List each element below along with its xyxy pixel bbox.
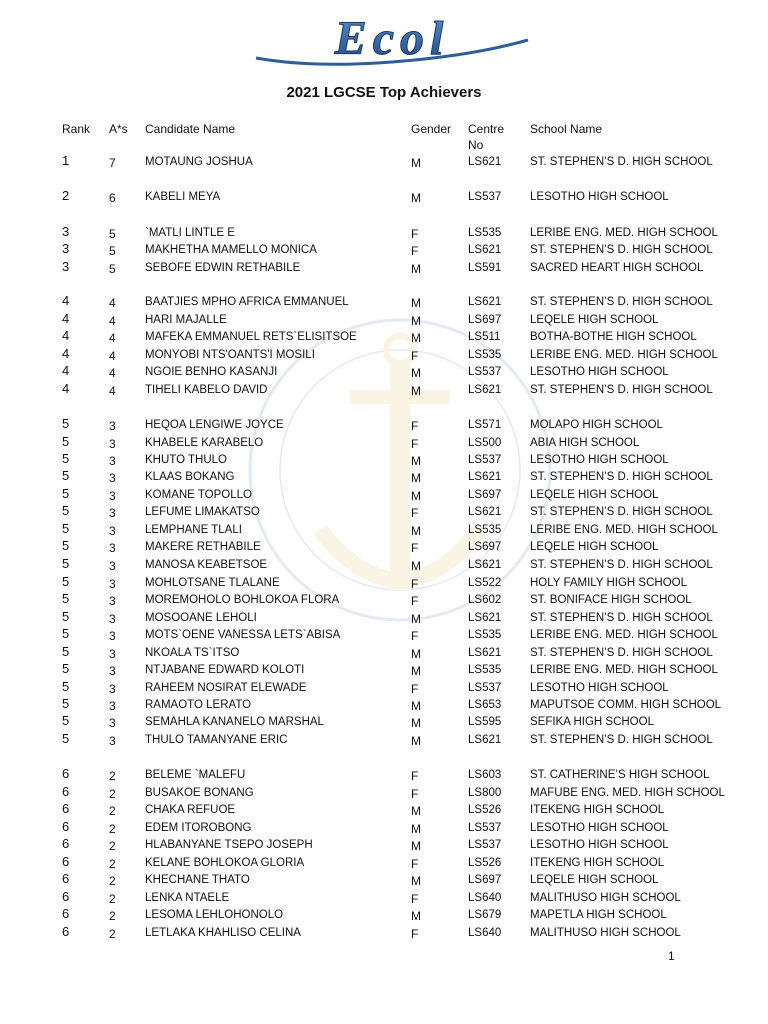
cell-school: ST. STEPHEN’S D. HIGH SCHOOL (530, 471, 713, 483)
cell-astar: 6 (109, 191, 116, 205)
cell-centre: LS621 (468, 156, 502, 168)
cell-name: BAATJIES MPHO AFRICA EMMANUEL (145, 296, 349, 308)
table-row (0, 679, 768, 698)
cell-name: MOTAUNG JOSHUA (145, 156, 253, 168)
cell-name: MAKHETHA MAMELLO MONICA (145, 244, 317, 256)
cell-centre: LS679 (468, 909, 502, 921)
cell-school: LEQELE HIGH SCHOOL (530, 489, 659, 501)
cell-gender: M (411, 909, 421, 923)
cell-gender: M (411, 559, 421, 573)
cell-rank: 3 (62, 241, 70, 256)
cell-astar: 2 (109, 927, 116, 941)
cell-astar: 4 (109, 349, 116, 363)
cell-rank: 5 (62, 468, 70, 483)
cell-school: LESOTHO HIGH SCHOOL (530, 366, 669, 378)
header-candidate-name: Candidate Name (145, 122, 236, 136)
cell-name: KELANE BOHLOKOA GLORIA (145, 857, 305, 869)
cell-rank: 5 (62, 591, 70, 606)
logo-text: Ecol (334, 12, 450, 65)
cell-centre: LS571 (468, 419, 502, 431)
table-row (0, 486, 768, 505)
cell-rank: 5 (62, 538, 70, 553)
cell-name: LETLAKA KHAHLISO CELINA (145, 927, 301, 939)
cell-gender: F (411, 594, 419, 608)
cell-astar: 3 (109, 664, 116, 678)
cell-gender: F (411, 787, 419, 801)
table-row (0, 381, 768, 400)
cell-rank: 6 (62, 819, 70, 834)
cell-gender: M (411, 191, 421, 205)
cell-rank: 6 (62, 871, 70, 886)
cell-school: ST. STEPHEN’S D. HIGH SCHOOL (530, 244, 713, 256)
cell-gender: F (411, 682, 419, 696)
cell-gender: F (411, 419, 419, 433)
cell-gender: M (411, 716, 421, 730)
cell-gender: M (411, 262, 421, 276)
cell-astar: 3 (109, 419, 116, 433)
cell-centre: LS535 (468, 629, 502, 641)
cell-astar: 3 (109, 489, 116, 503)
cell-gender: M (411, 454, 421, 468)
table-row (0, 363, 768, 382)
cell-rank: 5 (62, 451, 70, 466)
cell-centre: LS537 (468, 454, 502, 466)
cell-school: ABIA HIGH SCHOOL (530, 437, 640, 449)
table-row (0, 889, 768, 908)
cell-astar: 2 (109, 909, 116, 923)
cell-astar: 3 (109, 629, 116, 643)
cell-centre: LS621 (468, 612, 502, 624)
table-row (0, 713, 768, 732)
cell-school: BOTHA-BOTHE HIGH SCHOOL (530, 331, 697, 343)
cell-centre: LS535 (468, 664, 502, 676)
cell-centre: LS537 (468, 682, 502, 694)
cell-gender: M (411, 156, 421, 170)
cell-astar: 2 (109, 769, 116, 783)
cell-centre: LS602 (468, 594, 502, 606)
table-row (0, 784, 768, 803)
cell-school: ST. STEPHEN’S D. HIGH SCHOOL (530, 734, 713, 746)
cell-centre: LS621 (468, 559, 502, 571)
cell-school: MAFUBE ENG. MED. HIGH SCHOOL (530, 787, 725, 799)
cell-centre: LS697 (468, 874, 502, 886)
cell-rank: 5 (62, 574, 70, 589)
cell-centre: LS640 (468, 892, 502, 904)
cell-astar: 3 (109, 716, 116, 730)
cell-gender: F (411, 437, 419, 451)
cell-school: SACRED HEART HIGH SCHOOL (530, 262, 704, 274)
cell-gender: M (411, 314, 421, 328)
cell-school: ST. CATHERINE’S HIGH SCHOOL (530, 769, 710, 781)
cell-name: HEQOA LENGIWE JOYCE (145, 419, 284, 431)
table-row (0, 871, 768, 890)
cell-astar: 3 (109, 577, 116, 591)
cell-name: BUSAKOE BONANG (145, 787, 254, 799)
cell-centre: LS537 (468, 839, 502, 851)
cell-name: NGOIE BENHO KASANJI (145, 366, 278, 378)
cell-school: MOLAPO HIGH SCHOOL (530, 419, 663, 431)
cell-name: LENKA NTAELE (145, 892, 230, 904)
cell-centre: LS522 (468, 577, 502, 589)
cell-astar: 4 (109, 296, 116, 310)
cell-astar: 3 (109, 594, 116, 608)
table-row (0, 153, 768, 172)
cell-gender: F (411, 244, 419, 258)
table-row (0, 241, 768, 260)
header-gender: Gender (411, 122, 452, 136)
cell-name: KOMANE TOPOLLO (145, 489, 252, 501)
cell-centre: LS535 (468, 524, 502, 536)
table-row (0, 311, 768, 330)
cell-rank: 5 (62, 713, 70, 728)
cell-school: LEQELE HIGH SCHOOL (530, 314, 659, 326)
table-row (0, 819, 768, 838)
cell-centre: LS621 (468, 384, 502, 396)
cell-astar: 3 (109, 647, 116, 661)
cell-rank: 6 (62, 924, 70, 939)
cell-name: HLABANYANE TSEPO JOSEPH (145, 839, 313, 851)
cell-rank: 4 (62, 311, 70, 326)
cell-rank: 3 (62, 259, 70, 274)
cell-school: LESOTHO HIGH SCHOOL (530, 822, 669, 834)
cell-name: MOSOOANE LEHOLI (145, 612, 257, 624)
cell-name: LEMPHANE TLALI (145, 524, 242, 536)
cell-gender: M (411, 331, 421, 345)
cell-school: ST. STEPHEN’S D. HIGH SCHOOL (530, 647, 713, 659)
cell-school: LERIBE ENG. MED. HIGH SCHOOL (530, 349, 718, 361)
table-row (0, 538, 768, 557)
cell-centre: LS537 (468, 191, 502, 203)
table-row (0, 836, 768, 855)
header-rank: Rank (62, 122, 91, 136)
cell-astar: 2 (109, 839, 116, 853)
cell-astar: 3 (109, 612, 116, 626)
cell-astar: 7 (109, 156, 116, 170)
cell-astar: 2 (109, 892, 116, 906)
cell-rank: 5 (62, 626, 70, 641)
cell-gender: F (411, 577, 419, 591)
cell-name: TIHELI KABELO DAVID (145, 384, 268, 396)
table-row (0, 293, 768, 312)
cell-rank: 5 (62, 609, 70, 624)
cell-rank: 6 (62, 906, 70, 921)
cell-name: KHECHANE THATO (145, 874, 250, 886)
cell-rank: 6 (62, 801, 70, 816)
cell-school: SEFIKA HIGH SCHOOL (530, 716, 654, 728)
cell-rank: 4 (62, 381, 70, 396)
cell-centre: LS537 (468, 366, 502, 378)
cell-centre: LS591 (468, 262, 502, 274)
table-row (0, 906, 768, 925)
table-row (0, 609, 768, 628)
cell-gender: M (411, 699, 421, 713)
table-row (0, 224, 768, 243)
cell-rank: 6 (62, 784, 70, 799)
cell-rank: 3 (62, 224, 70, 239)
cell-school: LESOTHO HIGH SCHOOL (530, 454, 669, 466)
cell-school: LEQELE HIGH SCHOOL (530, 874, 659, 886)
table-row (0, 434, 768, 453)
cell-rank: 6 (62, 854, 70, 869)
cell-rank: 5 (62, 679, 70, 694)
cell-school: ST. STEPHEN’S D. HIGH SCHOOL (530, 612, 713, 624)
cell-rank: 2 (62, 188, 70, 203)
cell-school: MALITHUSO HIGH SCHOOL (530, 927, 681, 939)
cell-gender: F (411, 769, 419, 783)
cell-school: ITEKENG HIGH SCHOOL (530, 857, 665, 869)
cell-gender: M (411, 366, 421, 380)
cell-centre: LS697 (468, 541, 502, 553)
cell-centre: LS526 (468, 857, 502, 869)
cell-gender: F (411, 629, 419, 643)
cell-name: SEMAHLA KANANELO MARSHAL (145, 716, 324, 728)
table-row (0, 661, 768, 680)
cell-name: KHUTO THULO (145, 454, 228, 466)
cell-name: THULO TAMANYANE ERIC (145, 734, 288, 746)
cell-rank: 6 (62, 889, 70, 904)
table-row (0, 556, 768, 575)
cell-school: MALITHUSO HIGH SCHOOL (530, 892, 681, 904)
cell-name: MAFEKA EMMANUEL RETS`ELISITSOE (145, 331, 357, 343)
cell-astar: 4 (109, 384, 116, 398)
cell-astar: 4 (109, 314, 116, 328)
cell-rank: 5 (62, 486, 70, 501)
cell-astar: 2 (109, 874, 116, 888)
cell-gender: F (411, 892, 419, 906)
cell-school: LESOTHO HIGH SCHOOL (530, 839, 669, 851)
table-row (0, 731, 768, 750)
cell-gender: M (411, 804, 421, 818)
cell-astar: 4 (109, 366, 116, 380)
cell-rank: 6 (62, 836, 70, 851)
cell-name: MONYOBI NTS'OANTS'I MOSILI (145, 349, 315, 361)
cell-gender: M (411, 489, 421, 503)
header-centre-no (468, 121, 504, 153)
cell-astar: 3 (109, 559, 116, 573)
cell-name: MOTS`OENE VANESSA LETS`ABISA (145, 629, 341, 641)
cell-name: KHABELE KARABELO (145, 437, 264, 449)
cell-gender: M (411, 822, 421, 836)
cell-rank: 5 (62, 434, 70, 449)
cell-gender: M (411, 839, 421, 853)
cell-rank: 4 (62, 363, 70, 378)
cell-astar: 3 (109, 541, 116, 555)
cell-centre: LS621 (468, 296, 502, 308)
cell-school: ST. STEPHEN’S D. HIGH SCHOOL (530, 156, 713, 168)
cell-gender: F (411, 541, 419, 555)
cell-astar: 2 (109, 822, 116, 836)
cell-name: MANOSA KEABETSOE (145, 559, 268, 571)
table-row (0, 328, 768, 347)
cell-astar: 3 (109, 454, 116, 468)
cell-name: EDEM ITOROBONG (145, 822, 252, 834)
cell-rank: 5 (62, 521, 70, 536)
cell-gender: M (411, 612, 421, 626)
cell-school: LESOTHO HIGH SCHOOL (530, 191, 669, 203)
cell-name: LESOMA LEHLOHONOLO (145, 909, 284, 921)
cell-rank: 5 (62, 661, 70, 676)
table-row (0, 591, 768, 610)
table-row (0, 259, 768, 278)
cell-centre: LS697 (468, 489, 502, 501)
table-row (0, 766, 768, 785)
cell-school: HOLY FAMILY HIGH SCHOOL (530, 577, 687, 589)
cell-gender: M (411, 384, 421, 398)
cell-centre: LS535 (468, 349, 502, 361)
cell-gender: F (411, 857, 419, 871)
cell-astar: 3 (109, 524, 116, 538)
cell-centre: LS595 (468, 716, 502, 728)
cell-centre: LS526 (468, 804, 502, 816)
cell-rank: 4 (62, 346, 70, 361)
cell-rank: 5 (62, 731, 70, 746)
cell-school: MAPETLA HIGH SCHOOL (530, 909, 667, 921)
cell-rank: 4 (62, 328, 70, 343)
cell-name: BELEME `MALEFU (145, 769, 246, 781)
cell-school: ITEKENG HIGH SCHOOL (530, 804, 665, 816)
cell-centre: LS603 (468, 769, 502, 781)
cell-rank: 4 (62, 293, 70, 308)
header-school-name: School Name (530, 122, 603, 136)
table-row (0, 574, 768, 593)
cell-astar: 5 (109, 244, 116, 258)
cell-name: MAKERE RETHABILE (145, 541, 261, 553)
cell-school: ST. STEPHEN’S D. HIGH SCHOOL (530, 559, 713, 571)
cell-gender: M (411, 471, 421, 485)
cell-rank: 5 (62, 416, 70, 431)
cell-name: SEBOFE EDWIN RETHABILE (145, 262, 301, 274)
cell-centre: LS511 (468, 331, 501, 343)
table-row (0, 416, 768, 435)
cell-astar: 3 (109, 506, 116, 520)
cell-gender: F (411, 927, 419, 941)
table-row (0, 503, 768, 522)
cell-astar: 2 (109, 787, 116, 801)
table-row (0, 696, 768, 715)
table-row (0, 854, 768, 873)
cell-school: ST. STEPHEN’S D. HIGH SCHOOL (530, 506, 713, 518)
cell-name: RAHEEM NOSIRAT ELEWADE (145, 682, 307, 694)
cell-centre: LS500 (468, 437, 502, 449)
cell-school: ST. BONIFACE HIGH SCHOOL (530, 594, 692, 606)
cell-name: KABELI MEYA (145, 191, 221, 203)
table-row (0, 644, 768, 663)
table-row (0, 468, 768, 487)
cell-astar: 2 (109, 804, 116, 818)
table-row (0, 521, 768, 540)
cell-rank: 5 (62, 556, 70, 571)
page-title: 2021 LGCSE Top Achievers (286, 84, 482, 101)
cell-rank: 5 (62, 644, 70, 659)
cell-centre: LS535 (468, 227, 502, 239)
cell-name: KLAAS BOKANG (145, 471, 235, 483)
cell-school: MAPUTSOE COMM. HIGH SCHOOL (530, 699, 722, 711)
cell-astar: 5 (109, 262, 116, 276)
cell-gender: F (411, 349, 419, 363)
cell-school: ST. STEPHEN’S D. HIGH SCHOOL (530, 384, 713, 396)
cell-astar: 3 (109, 682, 116, 696)
cell-astar: 3 (109, 437, 116, 451)
cell-centre: LS653 (468, 699, 502, 711)
cell-gender: M (411, 647, 421, 661)
cell-centre: LS621 (468, 506, 502, 518)
cell-name: MOHLOTSANE TLALANE (145, 577, 280, 589)
table-row (0, 801, 768, 820)
cell-astar: 5 (109, 227, 116, 241)
cell-gender: M (411, 296, 421, 310)
cell-name: MOREMOHOLO BOHLOKOA FLORA (145, 594, 340, 606)
cell-centre: LS640 (468, 927, 502, 939)
table-row (0, 451, 768, 470)
cell-school: LESOTHO HIGH SCHOOL (530, 682, 669, 694)
cell-rank: 1 (62, 153, 70, 168)
header-astar: A*s (109, 122, 128, 136)
cell-gender: F (411, 227, 419, 241)
cell-school: LEQELE HIGH SCHOOL (530, 541, 659, 553)
ecol-logo (252, 10, 532, 68)
cell-centre: LS800 (468, 787, 502, 799)
header-centre-line1: Centre (468, 122, 505, 136)
cell-rank: 5 (62, 503, 70, 518)
cell-rank: 6 (62, 766, 70, 781)
cell-gender: M (411, 524, 421, 538)
cell-astar: 3 (109, 699, 116, 713)
cell-name: NTJABANE EDWARD KOLOTI (145, 664, 305, 676)
cell-school: LERIBE ENG. MED. HIGH SCHOOL (530, 227, 718, 239)
header-centre-line2: No (468, 138, 484, 152)
cell-school: ST. STEPHEN’S D. HIGH SCHOOL (530, 296, 713, 308)
cell-gender: M (411, 734, 421, 748)
cell-rank: 5 (62, 696, 70, 711)
cell-name: NKOALA TS`ITSO (145, 647, 240, 659)
cell-centre: LS697 (468, 314, 502, 326)
cell-astar: 2 (109, 857, 116, 871)
cell-name: CHAKA REFUOE (145, 804, 236, 816)
cell-name: LEFUME LIMAKATSO (145, 506, 260, 518)
cell-school: LERIBE ENG. MED. HIGH SCHOOL (530, 664, 718, 676)
cell-centre: LS621 (468, 647, 502, 659)
table-row (0, 346, 768, 365)
cell-astar: 3 (109, 471, 116, 485)
cell-name: RAMAOTO LERATO (145, 699, 252, 711)
cell-gender: M (411, 664, 421, 678)
table-row (0, 188, 768, 207)
cell-centre: LS621 (468, 734, 502, 746)
cell-gender: F (411, 506, 419, 520)
table-row (0, 924, 768, 943)
cell-gender: M (411, 874, 421, 888)
cell-name: `MATLI LINTLE E (145, 227, 235, 239)
cell-astar: 3 (109, 734, 116, 748)
cell-centre: LS621 (468, 244, 502, 256)
cell-centre: LS537 (468, 822, 502, 834)
cell-school: LERIBE ENG. MED. HIGH SCHOOL (530, 524, 718, 536)
page-number: 1 (668, 949, 675, 963)
cell-school: LERIBE ENG. MED. HIGH SCHOOL (530, 629, 718, 641)
cell-name: HARI MAJALLE (145, 314, 227, 326)
cell-centre: LS621 (468, 471, 502, 483)
table-row (0, 626, 768, 645)
cell-astar: 4 (109, 331, 116, 345)
